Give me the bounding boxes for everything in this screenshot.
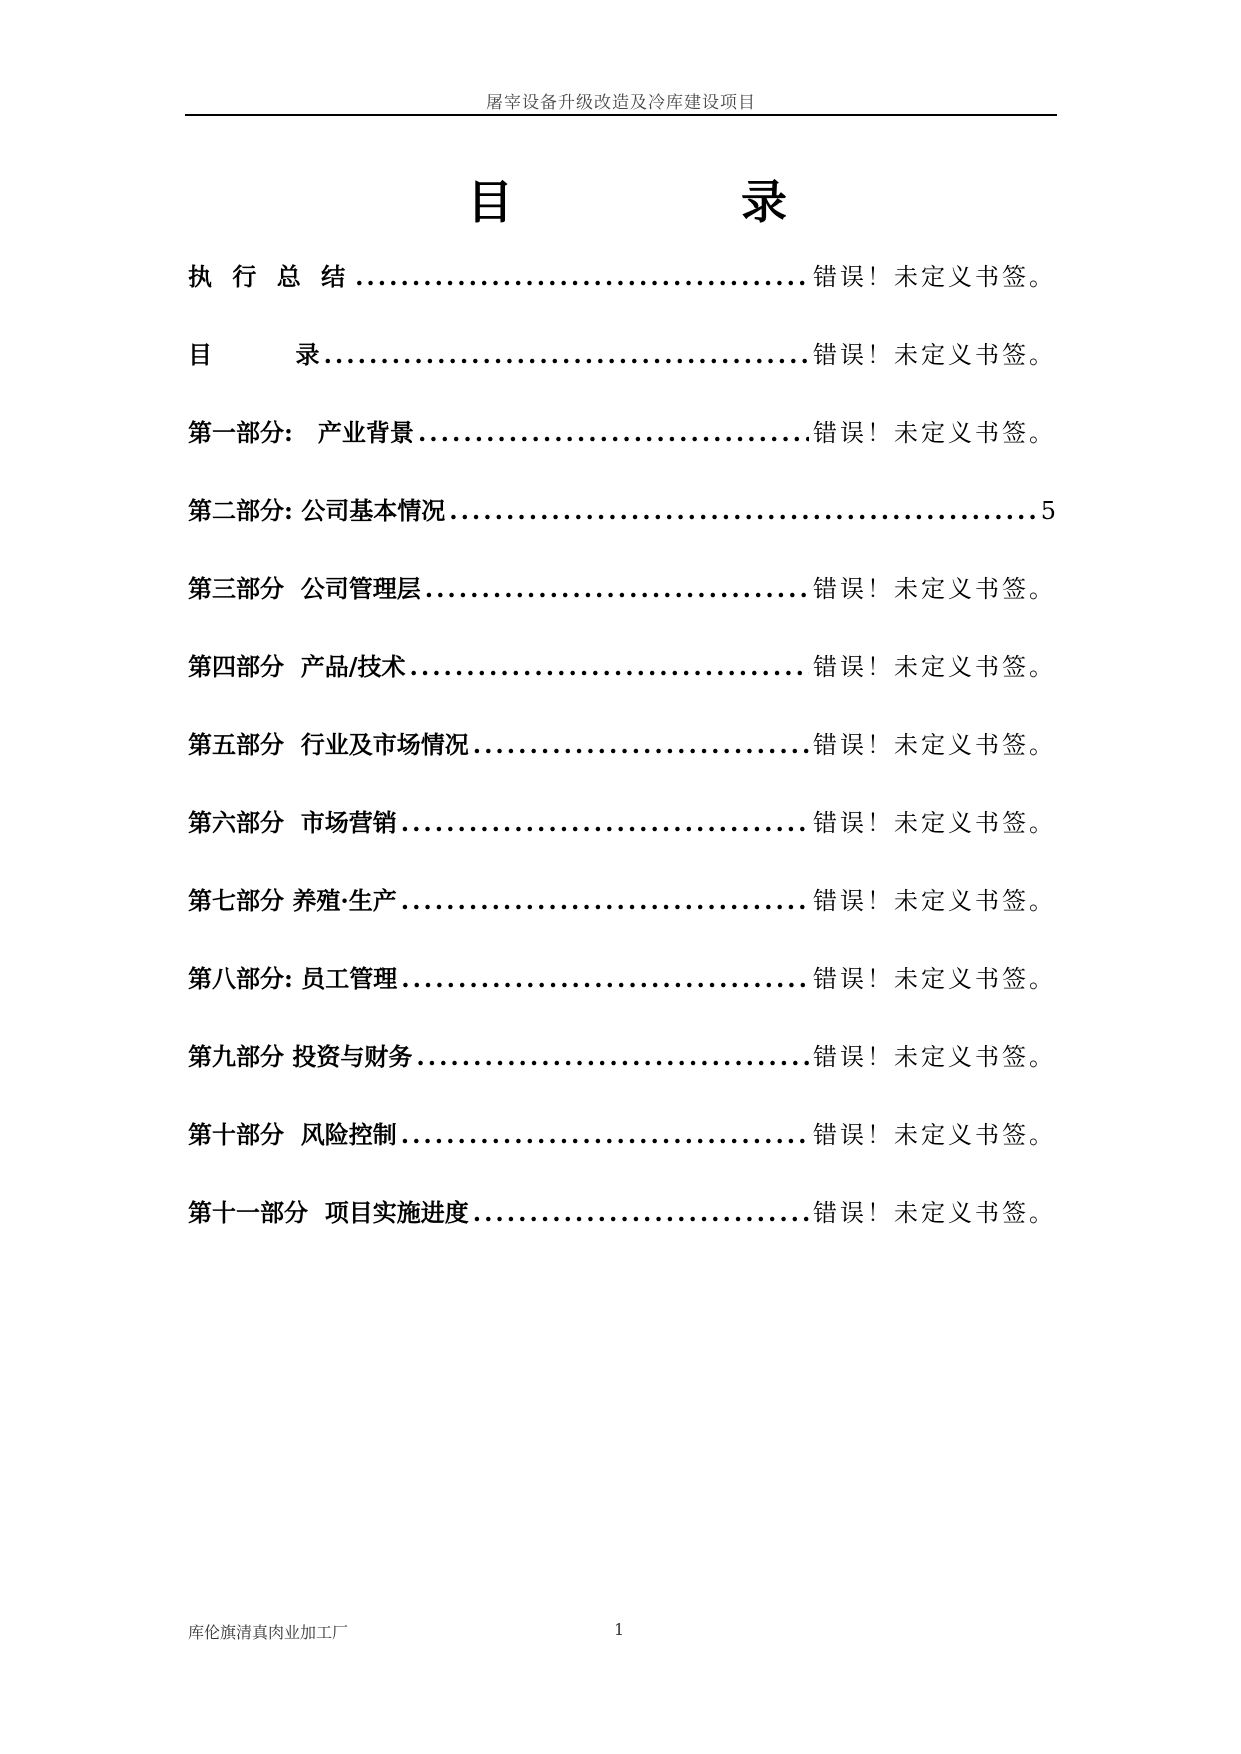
- toc-entry-page: 5: [1040, 497, 1056, 525]
- toc-entry-label: 第十一部分 项目实施进度: [188, 1198, 469, 1227]
- toc-entry-page: 错误！未定义书签。: [813, 419, 1056, 447]
- toc-entry-page: 错误！未定义书签。: [813, 809, 1056, 837]
- toc-entry-part-4[interactable]: [188, 642, 1056, 720]
- toc-entry-label: 第九部分 投资与财务: [188, 1042, 413, 1071]
- toc-leader-dots: [401, 1110, 809, 1160]
- toc-entry-executive-summary[interactable]: [188, 252, 1056, 330]
- toc-entry-part-3[interactable]: [188, 564, 1056, 642]
- toc-title: [185, 172, 1057, 232]
- toc-leader-dots: [449, 486, 1037, 536]
- footer-page-number: 1: [614, 1620, 625, 1639]
- footer-company: 库伦旗清真肉业加工厂: [188, 1623, 349, 1642]
- toc-entry-page: 错误！未定义书签。: [813, 731, 1056, 759]
- toc-entry-page: 错误！未定义书签。: [813, 1199, 1056, 1227]
- toc-leader-dots: [409, 642, 809, 692]
- toc-entry-page: 错误！未定义书签。: [813, 653, 1056, 681]
- toc-entry-label: 第一部分: 产业背景: [188, 418, 414, 447]
- toc-entry-page: 错误！未定义书签。: [813, 965, 1056, 993]
- toc-entry-page: 错误！未定义书签。: [813, 1121, 1056, 1149]
- toc-entry-label: 第五部分 行业及市场情况: [188, 730, 469, 759]
- toc-entry-part-8[interactable]: [188, 954, 1056, 1032]
- toc-entry-label: 目 录: [188, 340, 320, 369]
- toc-leader-dots: [418, 408, 809, 458]
- toc-leader-dots: [416, 1032, 809, 1082]
- toc-title-char-2: 录: [741, 175, 787, 229]
- toc-entry-part-9[interactable]: [188, 1032, 1056, 1110]
- toc-leader-dots: [324, 330, 809, 380]
- toc-leader-dots: [355, 252, 809, 302]
- toc-entry-part-6[interactable]: [188, 798, 1056, 876]
- toc-entry-label: 第六部分 市场营销: [188, 808, 397, 837]
- toc-entry-label: 第七部分 养殖·生产: [188, 886, 397, 915]
- running-header: 屠宰设备升级改造及冷库建设项目: [486, 93, 756, 113]
- toc-leader-dots: [401, 954, 809, 1004]
- toc-entry-part-10[interactable]: [188, 1110, 1056, 1188]
- toc-title-char-1: 目: [467, 175, 513, 229]
- toc-leader-dots: [473, 1188, 809, 1238]
- header-divider: [185, 114, 1057, 116]
- toc-entry-part-5[interactable]: [188, 720, 1056, 798]
- toc-entry-page: 错误！未定义书签。: [813, 575, 1056, 603]
- toc-entry-part-11[interactable]: [188, 1188, 1056, 1266]
- toc-entry-part-2[interactable]: [188, 486, 1056, 564]
- toc-entry-label: 第三部分 公司管理层: [188, 574, 421, 603]
- toc-entry-label: 第二部分: 公司基本情况: [188, 496, 446, 525]
- toc-entry-page: 错误！未定义书签。: [813, 887, 1056, 915]
- toc-leader-dots: [473, 720, 809, 770]
- toc-list: [188, 252, 1056, 1266]
- toc-entry-page: 错误！未定义书签。: [813, 263, 1056, 291]
- toc-entry-label: 第十部分 风险控制: [188, 1120, 397, 1149]
- toc-entry-label: 执 行 总 结: [188, 262, 352, 291]
- toc-entry-page: 错误！未定义书签。: [813, 1043, 1056, 1071]
- toc-entry-contents[interactable]: [188, 330, 1056, 408]
- toc-entry-part-1[interactable]: [188, 408, 1056, 486]
- toc-entry-part-7[interactable]: [188, 876, 1056, 954]
- toc-entry-label: 第四部分 产品/技术: [188, 652, 406, 681]
- toc-leader-dots: [425, 564, 809, 614]
- toc-entry-page: 错误！未定义书签。: [813, 341, 1056, 369]
- toc-entry-label: 第八部分: 员工管理: [188, 964, 398, 993]
- toc-leader-dots: [401, 798, 809, 848]
- toc-leader-dots: [401, 876, 809, 926]
